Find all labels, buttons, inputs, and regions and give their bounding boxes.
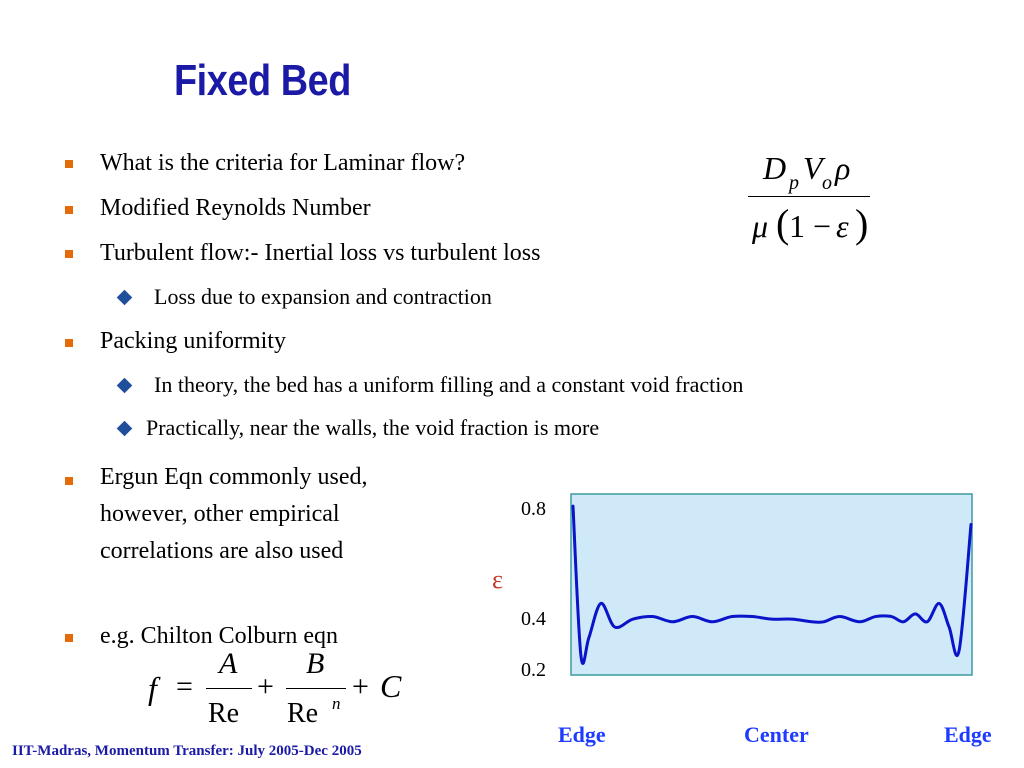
y-tick-label: 0.4 — [521, 608, 546, 630]
bullet-turbulent: Turbulent flow:- Inertial loss vs turbulent loss — [100, 240, 541, 266]
bullet-packing: Packing uniformity — [100, 328, 286, 354]
bullet-marker — [65, 250, 73, 258]
sub-bullet-walls: Practically, near the walls, the void fraction is more — [146, 415, 600, 440]
formula-A: A — [219, 647, 238, 680]
formula-one-minus: 1 − — [789, 208, 832, 244]
sub-bullet-marker — [117, 378, 133, 394]
formula-plus-2: + — [352, 670, 369, 703]
formula-plus-1: + — [257, 670, 274, 703]
sub-bullet-marker — [117, 421, 133, 437]
fraction-bar-B — [286, 688, 346, 689]
bullet-laminar: What is the criteria for Laminar flow? — [100, 150, 466, 176]
formula-Re-2: Re — [287, 698, 319, 729]
x-label-edge-left: Edge — [558, 722, 606, 747]
formula-fraction-bar — [748, 196, 870, 197]
bullet-ergun: Ergun Eqn commonly used, however, other empirical correlations are also used — [100, 464, 368, 564]
bullet-marker — [65, 206, 73, 214]
slide-footer: IIT-Madras, Momentum Transfer: July 2005-Dec 2005 — [12, 743, 362, 759]
chart-plot — [570, 493, 974, 677]
formula-C: C — [380, 668, 402, 704]
bullet-marker — [65, 634, 73, 642]
formula-D: D — [763, 150, 787, 186]
formula-f: f — [148, 670, 157, 706]
formula-p: p — [789, 172, 799, 194]
formula-B: B — [306, 647, 325, 680]
chart-y-axis-label: ε — [492, 565, 503, 594]
y-tick-label: 0.2 — [521, 659, 546, 681]
formula-n: n — [332, 694, 341, 713]
formula-epsilon: ε — [836, 208, 849, 244]
formula-paren-close: ) — [855, 201, 869, 246]
x-label-center: Center — [744, 722, 809, 747]
formula-o: o — [822, 172, 832, 194]
sub-bullet-marker — [117, 290, 133, 306]
plot-area — [571, 494, 972, 675]
bullet-marker — [65, 339, 73, 347]
sub-bullet-expansion: Loss due to expansion and contraction — [154, 284, 492, 309]
bullet-marker — [65, 477, 73, 485]
formula-V: V — [803, 150, 823, 186]
sub-bullet-theory: In theory, the bed has a uniform filling and a constant void fraction — [154, 372, 744, 397]
formula-rho: ρ — [835, 150, 851, 186]
y-tick-label: 0.8 — [521, 498, 546, 520]
formula-paren-open: ( — [776, 201, 790, 246]
x-label-edge-right: Edge — [944, 722, 992, 747]
slide-title: Fixed Bed — [174, 56, 351, 105]
bullet-marker — [65, 160, 73, 168]
bullet-reynolds: Modified Reynolds Number — [100, 195, 371, 221]
bullet-chilton: e.g. Chilton Colburn eqn — [100, 623, 338, 649]
fraction-bar-A — [206, 688, 252, 689]
formula-mu: μ — [752, 208, 769, 244]
formula-equals: = — [176, 670, 193, 703]
formula-Re-1: Re — [208, 698, 240, 729]
